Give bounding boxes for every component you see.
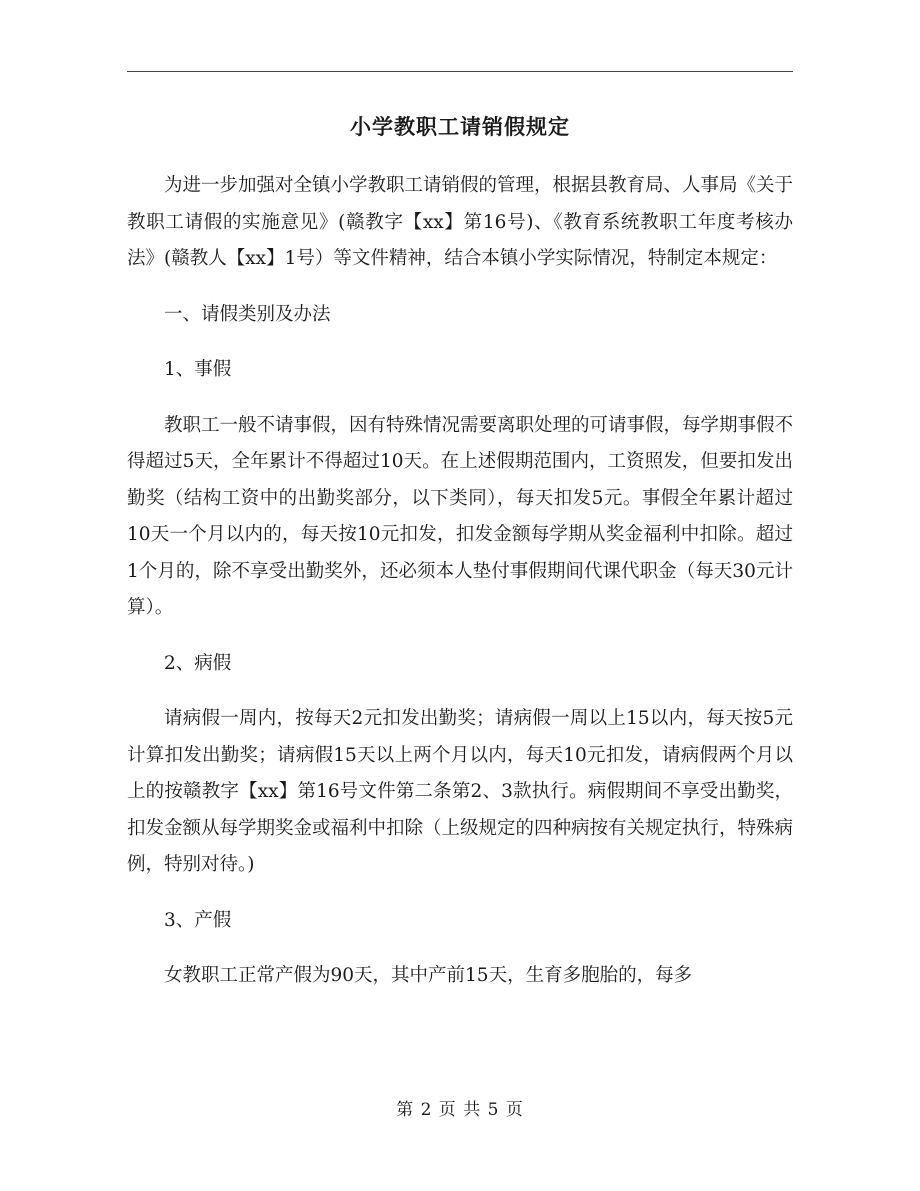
intro-paragraph: 为进一步加强对全镇小学教职工请销假的管理，根据县教育局、人事局《关于教职工请假的实施意见》(赣教字【xx】第16号)、《教育系统教职工年度考核办法》(赣教人【xx】1号）等文件精神，结合本镇小学实际情况，特制定本规定： xyxy=(127,175,794,269)
personal-leave-paragraph: 教职工一般不请事假，因有特殊情况需要离职处理的可请事假，每学期事假不得超过5天，全年累计不得超过10天。在上述假期范围内，工资照发，但要扣发出勤奖（结构工资中的出勤奖部分，以下类同），每天扣发5元。事假全年累计超过10天一个月以内的，每天按10元扣发，扣发金额每学期从奖金福利中扣除。超过1个月的，除不享受出勤奖外，还必须本人垫付事假期间代课代职金（每天30元计算）。 xyxy=(127,414,794,618)
page-number-footer: 第 2 页 共 5 页 xyxy=(396,1100,524,1120)
sick-leave-paragraph: 请病假一周内，按每天2元扣发出勤奖；请病假一周以上15以内，每天按5元计算扣发出勤奖；请病假15天以上两个月以内，每天10元扣发，请病假两个月以上的按赣教字【xx】第16号文件第二条第2、3款执行。病假期间不享受出勤奖，扣发金额从每学期奖金或福利中扣除（上级规定的四种病按有关规定执行，特殊病例，特别对待。) xyxy=(127,708,794,875)
section-heading-leave-types: 一、请假类别及办法 xyxy=(164,303,331,325)
subsection-heading-personal-leave: 1、事假 xyxy=(164,359,232,380)
document-title: 小学教职工请销假规定 xyxy=(350,114,570,139)
subsection-heading-sick-leave: 2、病假 xyxy=(164,652,232,674)
subsection-heading-maternity-leave: 3、产假 xyxy=(164,909,232,931)
header-rule xyxy=(127,71,793,72)
maternity-leave-paragraph: 女教职工正常产假为90天，其中产前15天，生育多胞胎的，每多 xyxy=(164,965,693,986)
document-body xyxy=(127,168,793,1014)
